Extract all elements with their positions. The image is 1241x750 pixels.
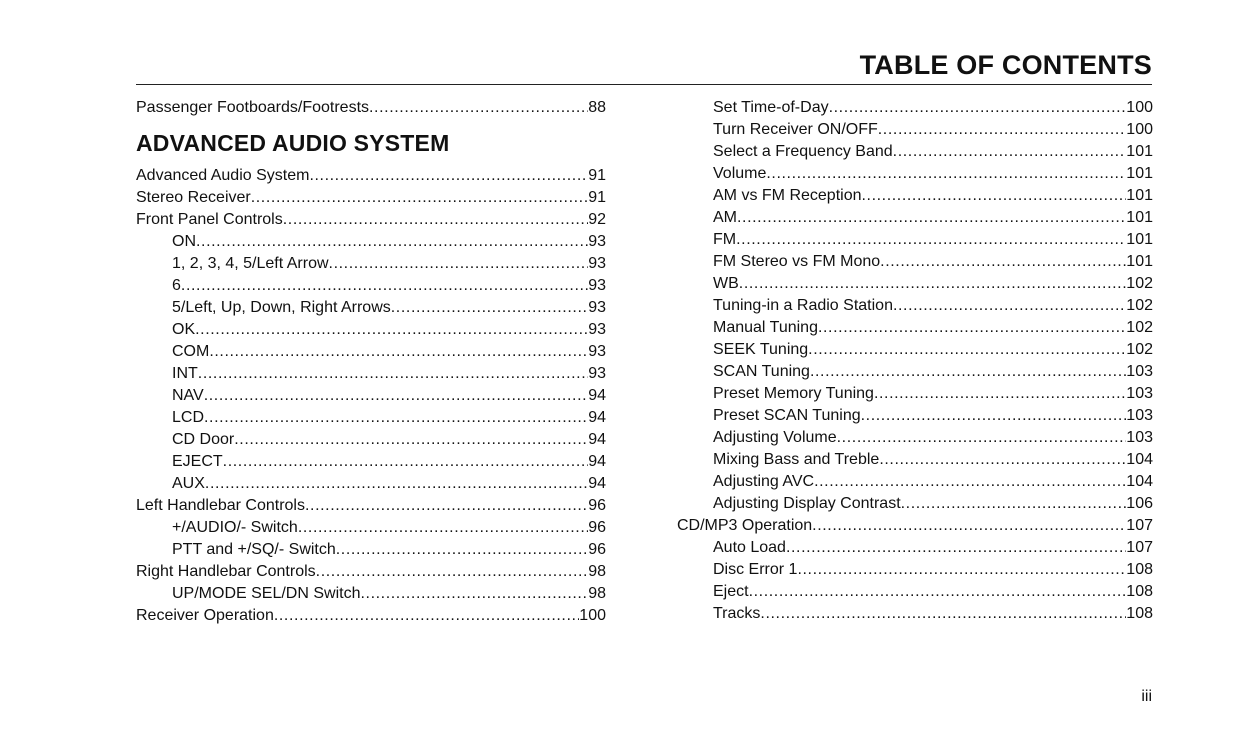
dot-leader — [837, 427, 1127, 449]
toc-entry-page: 103 — [1126, 429, 1153, 446]
toc-entry[interactable] — [677, 185, 1153, 207]
toc-entry-page: 102 — [1126, 341, 1153, 358]
toc-entry-title: Front Panel Controls — [136, 211, 283, 228]
toc-entry-page: 94 — [588, 387, 606, 404]
toc-entry-page: 96 — [588, 541, 606, 558]
toc-entry[interactable] — [136, 451, 606, 473]
toc-entry-page: 98 — [588, 563, 606, 580]
toc-entry[interactable] — [136, 97, 606, 119]
dot-leader — [879, 449, 1126, 471]
toc-entry-title: ON — [172, 233, 196, 250]
toc-entry-title: FM — [713, 231, 737, 248]
toc-entry[interactable] — [677, 317, 1153, 339]
toc-entry-title: Eject — [713, 583, 749, 600]
dot-leader — [209, 341, 588, 363]
toc-entry-title: Receiver Operation — [136, 607, 274, 624]
toc-entry[interactable] — [677, 427, 1153, 449]
toc-entry-title: Adjusting Volume — [713, 429, 837, 446]
toc-entry-title: Disc Error 1 — [713, 561, 798, 578]
dot-leader — [391, 297, 588, 319]
toc-entry-page: 108 — [1126, 561, 1153, 578]
toc-entry[interactable] — [677, 449, 1153, 471]
toc-entry-page: 96 — [588, 497, 606, 514]
dot-leader — [181, 275, 588, 297]
dot-leader — [893, 295, 1126, 317]
toc-entry-page: 93 — [588, 299, 606, 316]
toc-entry-page: 94 — [588, 453, 606, 470]
toc-entry[interactable] — [677, 405, 1153, 427]
toc-entry[interactable] — [677, 119, 1153, 141]
toc-entry[interactable] — [136, 253, 606, 275]
toc-entry-title: Preset SCAN Tuning — [713, 407, 861, 424]
dot-leader — [204, 385, 588, 407]
toc-entry-title: Passenger Footboards/Footrests — [136, 99, 370, 116]
toc-entry-page: 100 — [579, 607, 606, 624]
toc-entry-page: 101 — [1126, 253, 1153, 270]
dot-leader — [283, 209, 588, 231]
dot-leader — [369, 97, 588, 119]
toc-entry[interactable] — [136, 385, 606, 407]
dot-leader — [329, 253, 589, 275]
dot-leader — [874, 383, 1126, 405]
toc-entry-title: INT — [172, 365, 198, 382]
toc-entry[interactable] — [136, 495, 606, 517]
toc-entry[interactable] — [677, 471, 1153, 493]
toc-entry[interactable] — [136, 429, 606, 451]
toc-entry-page: 107 — [1126, 539, 1153, 556]
toc-entry-page: 91 — [588, 167, 606, 184]
toc-entry[interactable] — [677, 229, 1153, 251]
toc-entry[interactable] — [677, 361, 1153, 383]
dot-leader — [880, 251, 1126, 273]
toc-entry-title: Adjusting Display Contrast — [713, 495, 901, 512]
toc-entry-page: 94 — [588, 409, 606, 426]
toc-entry-page: 101 — [1126, 187, 1153, 204]
toc-entry-title: Turn Receiver ON/OFF — [713, 121, 878, 138]
dot-leader — [812, 515, 1126, 537]
toc-entry[interactable] — [677, 537, 1153, 559]
toc-entry[interactable] — [136, 319, 606, 341]
toc-entry[interactable] — [136, 473, 606, 495]
dot-leader — [251, 187, 588, 209]
toc-entry[interactable] — [136, 165, 606, 187]
toc-entry-page: 98 — [588, 585, 606, 602]
toc-entry-page: 102 — [1126, 297, 1153, 314]
dot-leader — [893, 141, 1127, 163]
toc-entry-page: 101 — [1126, 143, 1153, 160]
toc-entry-title: Set Time-of-Day — [713, 99, 829, 116]
dot-leader — [196, 231, 588, 253]
toc-entry-title: AM — [713, 209, 737, 226]
dot-leader — [195, 319, 588, 341]
toc-entry-page: 106 — [1126, 495, 1153, 512]
page-title: TABLE OF CONTENTS — [859, 50, 1152, 80]
toc-entry-title: CD/MP3 Operation — [677, 517, 813, 534]
toc-entry[interactable] — [136, 407, 606, 429]
toc-entry-page: 108 — [1126, 605, 1153, 622]
toc-entry-title: AUX — [172, 475, 205, 492]
toc-entry-page: 92 — [588, 211, 606, 228]
toc-entry-title: Right Handlebar Controls — [136, 563, 316, 580]
toc-entry-title: Auto Load — [713, 539, 786, 556]
toc-entry[interactable] — [136, 341, 606, 363]
toc-entry-page: 108 — [1126, 583, 1153, 600]
section-heading: ADVANCED AUDIO SYSTEM — [136, 130, 450, 156]
toc-entry[interactable] — [677, 207, 1153, 229]
title-divider — [136, 84, 1152, 85]
toc-entry[interactable] — [136, 517, 606, 539]
dot-leader — [808, 339, 1126, 361]
dot-leader — [205, 473, 588, 495]
dot-leader — [336, 539, 588, 561]
toc-entry-title: AM vs FM Reception — [713, 187, 862, 204]
toc-entry-title: Advanced Audio System — [136, 167, 310, 184]
dot-leader — [309, 165, 588, 187]
toc-entry-title: SEEK Tuning — [713, 341, 809, 358]
toc-entry[interactable] — [136, 187, 606, 209]
toc-entry[interactable] — [677, 141, 1153, 163]
dot-leader — [829, 97, 1127, 119]
toc-entry[interactable] — [677, 273, 1153, 295]
toc-entry[interactable] — [677, 581, 1153, 603]
toc-entry-page: 101 — [1126, 165, 1153, 182]
dot-leader — [223, 451, 589, 473]
dot-leader — [760, 603, 1126, 625]
toc-entry-title: Mixing Bass and Treble — [713, 451, 880, 468]
toc-entry-page: 93 — [588, 365, 606, 382]
dot-leader — [360, 583, 588, 605]
toc-entry-page: 93 — [588, 233, 606, 250]
toc-entry[interactable] — [677, 383, 1153, 405]
dot-leader — [736, 229, 1126, 251]
dot-leader — [818, 317, 1126, 339]
page-number: iii — [1141, 688, 1152, 705]
toc-entry-page: 93 — [588, 343, 606, 360]
toc-entry[interactable] — [677, 603, 1153, 625]
toc-entry-title: 5/Left, Up, Down, Right Arrows — [172, 299, 391, 316]
toc-entry-page: 93 — [588, 255, 606, 272]
toc-entry-title: COM — [172, 343, 210, 360]
toc-left-column — [136, 97, 606, 627]
toc-entry-page: 91 — [588, 189, 606, 206]
toc-entry-page: 100 — [1126, 121, 1153, 138]
dot-leader — [749, 581, 1127, 603]
toc-entry-page: 93 — [588, 321, 606, 338]
dot-leader — [861, 185, 1126, 207]
toc-entry-title: CD Door — [172, 431, 235, 448]
toc-entry[interactable] — [136, 605, 606, 627]
toc-entry[interactable] — [677, 163, 1153, 185]
dot-leader — [797, 559, 1126, 581]
toc-entry-title: Tracks — [713, 605, 761, 622]
toc-entry[interactable] — [677, 559, 1153, 581]
dot-leader — [305, 495, 588, 517]
toc-entry-title: Left Handlebar Controls — [136, 497, 305, 514]
toc-entry-page: 101 — [1126, 231, 1153, 248]
dot-leader — [810, 361, 1126, 383]
toc-entry-title: Preset Memory Tuning — [713, 385, 874, 402]
toc-entry-page: 94 — [588, 431, 606, 448]
toc-entry-page: 88 — [588, 99, 606, 116]
toc-entry-title: EJECT — [172, 453, 223, 470]
toc-entry-page: 102 — [1126, 275, 1153, 292]
toc-entry-page: 96 — [588, 519, 606, 536]
dot-leader — [737, 207, 1126, 229]
dot-leader — [766, 163, 1126, 185]
toc-entry-title: Volume — [713, 165, 767, 182]
toc-entry-page: 93 — [588, 277, 606, 294]
toc-entry-title: +/AUDIO/- Switch — [172, 519, 298, 536]
dot-leader — [739, 273, 1127, 295]
toc-entry-title: OK — [172, 321, 196, 338]
toc-entry-title: NAV — [172, 387, 204, 404]
toc-entry-page: 107 — [1126, 517, 1153, 534]
toc-entry-page: 103 — [1126, 363, 1153, 380]
toc-entry[interactable] — [136, 275, 606, 297]
dot-leader — [234, 429, 588, 451]
toc-entry-page: 94 — [588, 475, 606, 492]
toc-entry-page: 101 — [1126, 209, 1153, 226]
toc-entry[interactable] — [136, 231, 606, 253]
toc-entry-title: Adjusting AVC — [713, 473, 815, 490]
toc-entry[interactable] — [136, 561, 606, 583]
toc-entry[interactable] — [136, 363, 606, 385]
toc-entry-page: 103 — [1126, 407, 1153, 424]
toc-entry-title: SCAN Tuning — [713, 363, 810, 380]
toc-entry-title: Tuning-in a Radio Station — [713, 297, 893, 314]
toc-entry-title: FM Stereo vs FM Mono — [713, 253, 881, 270]
dot-leader — [198, 363, 588, 385]
toc-entry[interactable] — [677, 295, 1153, 317]
toc-entry[interactable] — [677, 515, 1153, 537]
toc-entry-title: 6 — [172, 277, 181, 294]
toc-entry-title: UP/MODE SEL/DN Switch — [172, 585, 361, 602]
toc-entry[interactable] — [136, 539, 606, 561]
dot-leader — [298, 517, 588, 539]
toc-entry-page: 104 — [1126, 451, 1153, 468]
toc-entry-page: 104 — [1126, 473, 1153, 490]
dot-leader — [814, 471, 1126, 493]
toc-entry[interactable] — [136, 209, 606, 231]
toc-entry-title: Manual Tuning — [713, 319, 818, 336]
dot-leader — [316, 561, 589, 583]
toc-entry-page: 100 — [1126, 99, 1153, 116]
toc-entry[interactable] — [136, 297, 606, 319]
dot-leader — [786, 537, 1126, 559]
dot-leader — [901, 493, 1127, 515]
dot-leader — [861, 405, 1127, 427]
toc-entries-left — [136, 165, 606, 627]
toc-entry[interactable] — [677, 339, 1153, 361]
toc-entry-title: LCD — [172, 409, 205, 426]
toc-entry-title: 1, 2, 3, 4, 5/Left Arrow — [172, 255, 329, 272]
dot-leader — [204, 407, 588, 429]
toc-right-column — [677, 97, 1153, 625]
toc-entry-page: 103 — [1126, 385, 1153, 402]
dot-leader — [274, 605, 579, 627]
toc-entry-title: Select a Frequency Band — [713, 143, 893, 160]
toc-entry-title: Stereo Receiver — [136, 189, 251, 206]
toc-entry-title: WB — [713, 275, 739, 292]
toc-entry[interactable] — [677, 97, 1153, 119]
toc-entry[interactable] — [677, 251, 1153, 273]
toc-entry[interactable] — [136, 583, 606, 605]
toc-entry-title: PTT and +/SQ/- Switch — [172, 541, 336, 558]
toc-entry-page: 102 — [1126, 319, 1153, 336]
toc-entry[interactable] — [677, 493, 1153, 515]
dot-leader — [878, 119, 1127, 141]
